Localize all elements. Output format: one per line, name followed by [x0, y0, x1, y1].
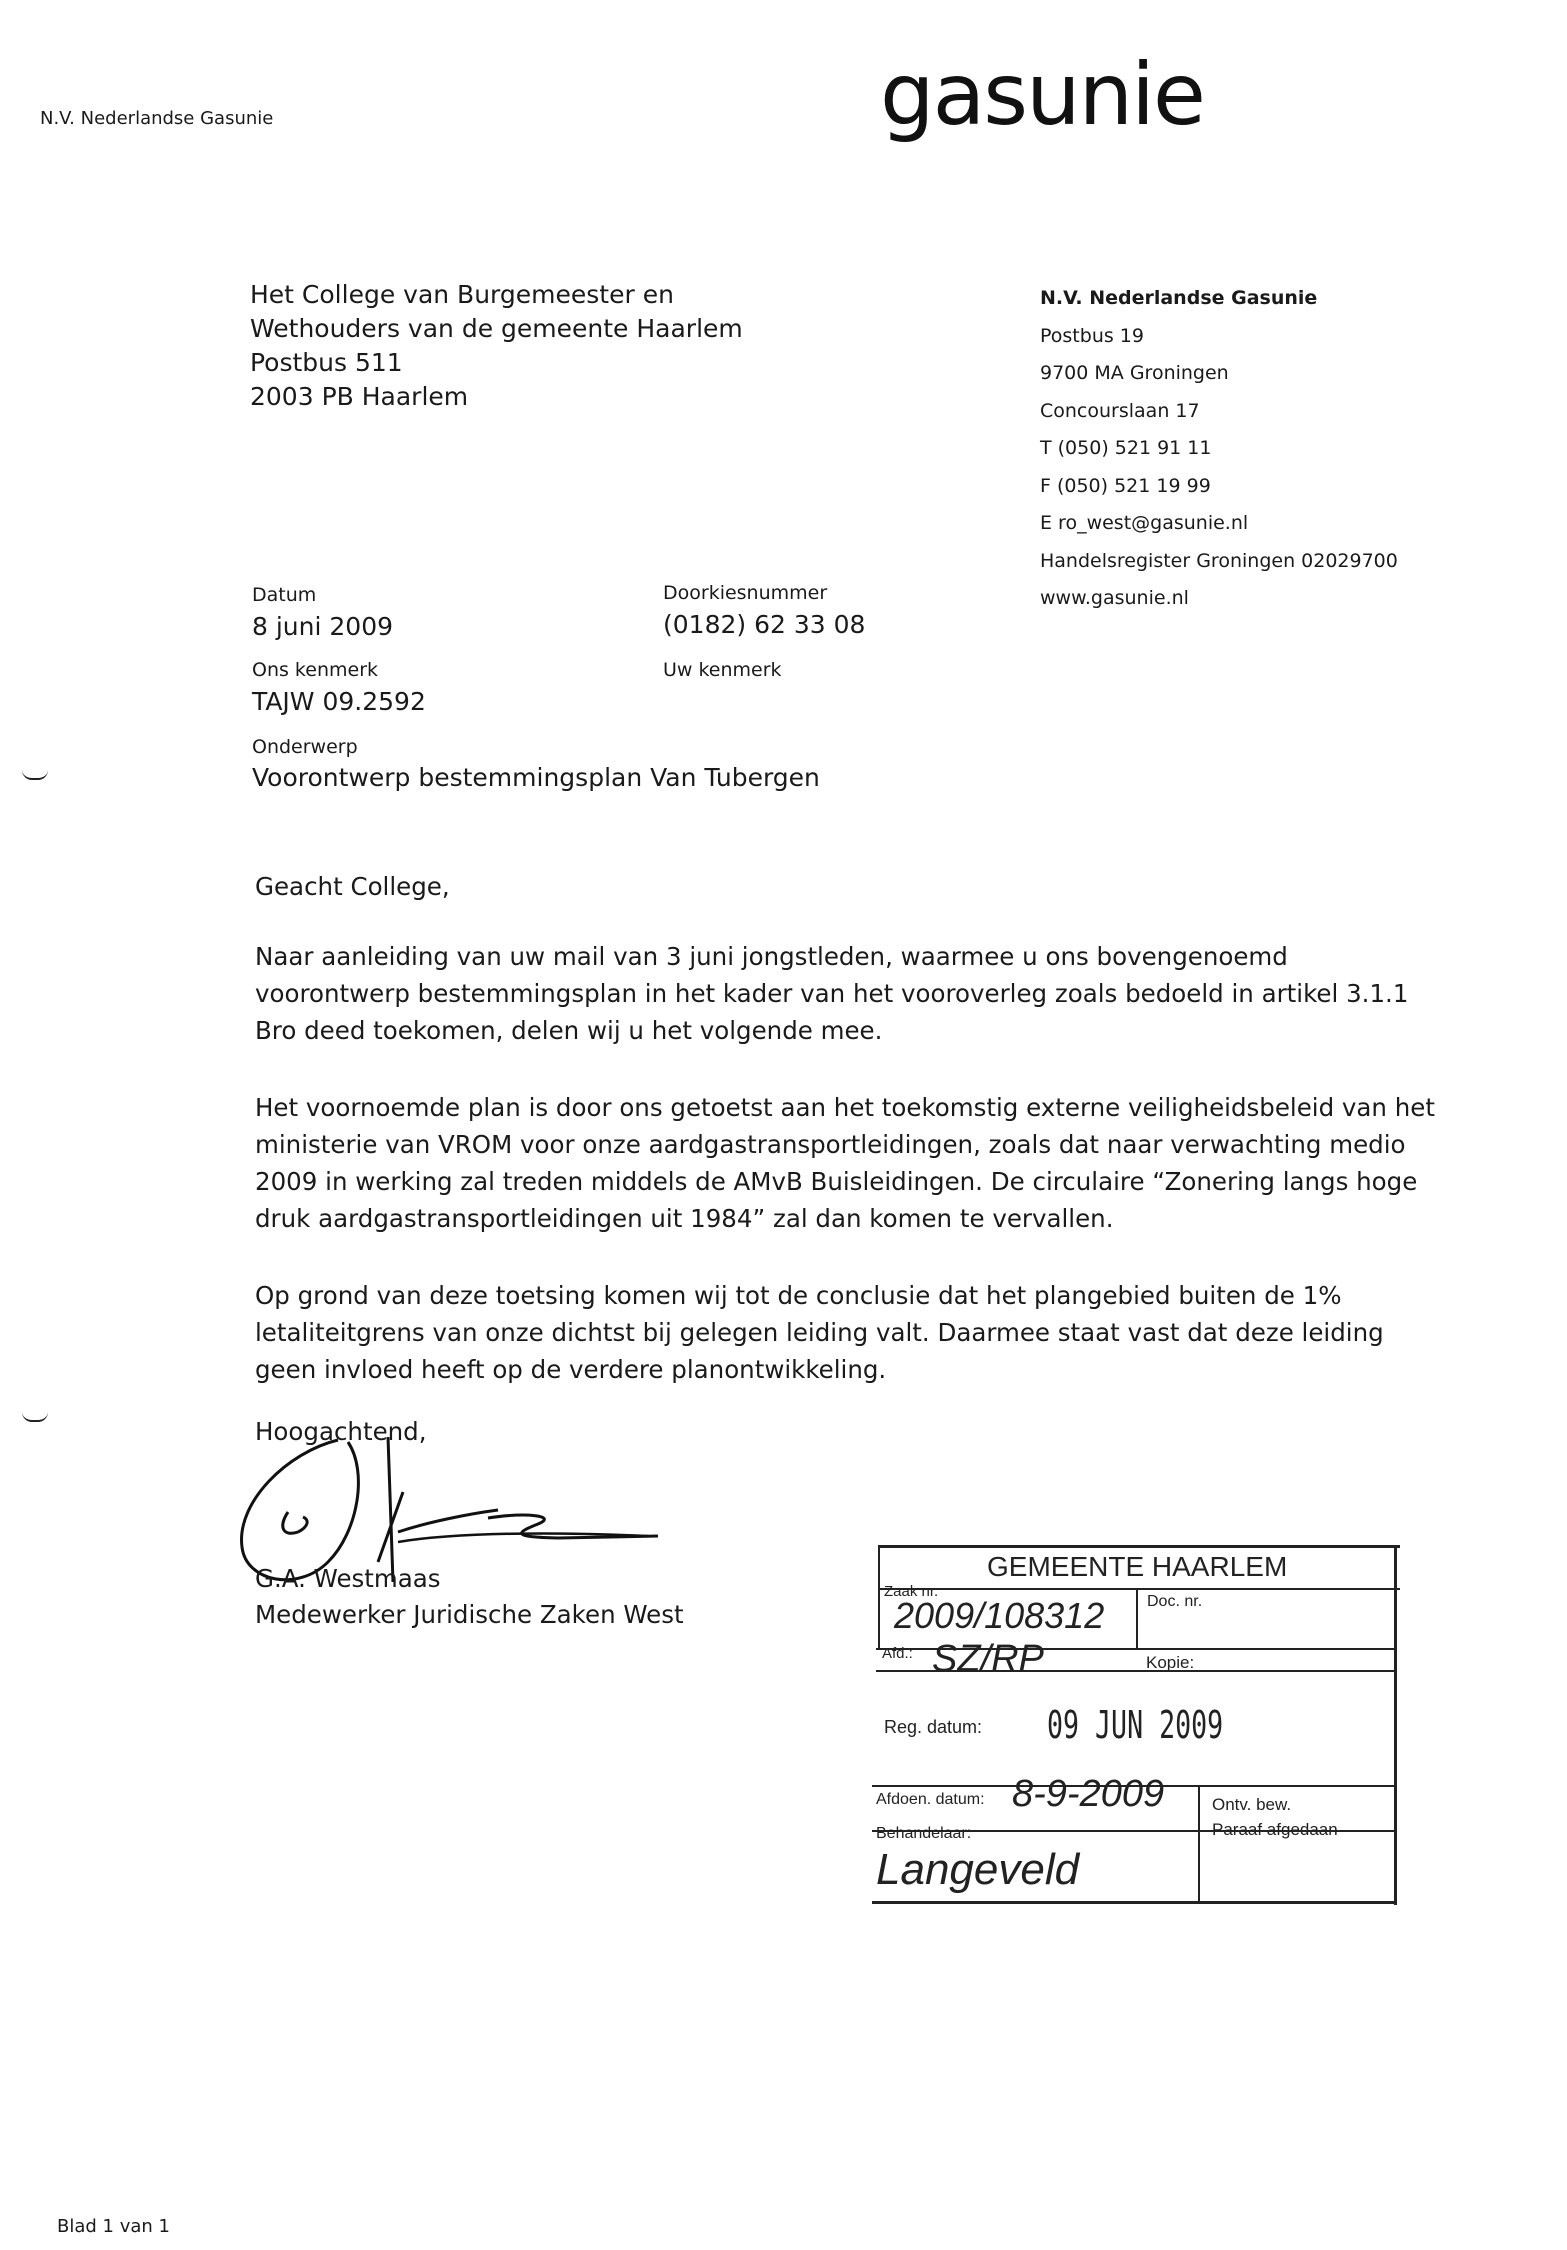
salutation: Geacht College, [255, 872, 450, 901]
onderwerp-value: Voorontwerp bestemmingsplan Van Tubergen [252, 763, 820, 792]
gasunie-logo [880, 52, 1240, 162]
ons-kenmerk-value: TAJW 09.2592 [252, 687, 426, 716]
received-stamp [862, 1545, 1397, 1905]
sender-website: www.gasunie.nl [1040, 587, 1189, 609]
sender-name: N.V. Nederlandse Gasunie [1040, 287, 1318, 309]
fold-mark [22, 770, 48, 780]
sender-line: 9700 MA Groningen [1040, 362, 1229, 384]
stamp-title: GEMEENTE HAARLEM [987, 1551, 1288, 1582]
recipient-address [250, 278, 850, 414]
kopie-label: Kopie: [1146, 1653, 1195, 1672]
uw-kenmerk-label: Uw kenmerk [663, 659, 782, 681]
ontv-bew-label: Ontv. bew. [1212, 1795, 1292, 1814]
reg-datum-value: 09 JUN 2009 [1047, 1703, 1224, 1747]
recipient-line: 2003 PB Haarlem [250, 382, 469, 411]
svg-text:gasunie: gasunie [880, 52, 1204, 145]
company-small-name: N.V. Nederlandse Gasunie [40, 108, 274, 129]
sender-line: Concourslaan 17 [1040, 399, 1200, 422]
recipient-line: Wethouders van de gemeente Haarlem [250, 314, 743, 343]
sender-line: Postbus 19 [1040, 324, 1144, 347]
zaak-nr-label: Zaak nr. [884, 1583, 939, 1600]
doorkiesnummer-label: Doorkiesnummer [663, 582, 828, 604]
zaak-nr-value: 2009/108312 [894, 1595, 1105, 1636]
sender-line: T (050) 521 91 11 [1040, 437, 1212, 459]
afd-value: SZ/RP [932, 1638, 1044, 1680]
fold-mark [22, 1412, 48, 1422]
onderwerp-label: Onderwerp [252, 736, 358, 758]
signer-title: Medewerker Juridische Zaken West [255, 1600, 684, 1629]
doc-nr-label: Doc. nr. [1147, 1593, 1203, 1610]
datum-value: 8 juni 2009 [252, 612, 394, 641]
closing: Hoogachtend, [255, 1417, 427, 1446]
paragraph: Naar aanleiding van uw mail van 3 juni jongstleden, waarmee u ons bovengenoemd voorontwerp bestemmingsplan in het kader van het vooroverleg zoals bedoeld in artikel 3.1.1 Bro deed toekomen, delen wij u het volgende mee. [255, 942, 1409, 1045]
paragraph: Op grond van deze toetsing komen wij tot de conclusie dat het plangebied buiten de 1% letaliteitgrens van onze dichtst bij gelegen leiding valt. Daarmee staat vast dat deze leiding geen invloed heeft op de verdere planontwikkeling. [255, 1281, 1384, 1384]
afdoen-datum-value: 8-9-2009 [1012, 1773, 1165, 1815]
paraaf-afgedaan-label: Paraaf afgedaan [1212, 1820, 1338, 1839]
ons-kenmerk-label: Ons kenmerk [252, 659, 379, 681]
behandelaar-label: Behandelaar: [876, 1825, 972, 1842]
afd-label: Afd.: [882, 1645, 913, 1662]
page-number: Blad 1 van 1 [57, 2216, 170, 2237]
reg-datum-label: Reg. datum: [884, 1717, 983, 1737]
sender-line: Handelsregister Groningen 02029700 [1040, 549, 1398, 572]
recipient-line: Het College van Burgemeester en [250, 280, 674, 309]
sender-line: E ro_west@gasunie.nl [1040, 512, 1249, 534]
datum-label: Datum [252, 584, 317, 606]
afdoen-datum-label: Afdoen. datum: [876, 1791, 985, 1808]
letter-body [255, 938, 1435, 1428]
signer-name: G.A. Westmaas [255, 1564, 441, 1593]
sender-block [1040, 280, 1398, 618]
behandelaar-value: Langeveld [876, 1845, 1080, 1894]
doorkiesnummer-value: (0182) 62 33 08 [663, 610, 866, 639]
recipient-line: Postbus 511 [250, 348, 403, 377]
paragraph: Het voornoemde plan is door ons getoetst aan het toekomstig externe veiligheidsbeleid van het ministerie van VROM voor onze aardgastransportleidingen, zoals dat naar verwachting medio 2009 in werking zal treden middels de AMvB Buisleidingen. De circulaire “Zonering langs hoge druk aardgastransportleidingen uit 1984” zal dan komen te vervallen. [255, 1093, 1435, 1233]
sender-line: F (050) 521 19 99 [1040, 474, 1211, 497]
